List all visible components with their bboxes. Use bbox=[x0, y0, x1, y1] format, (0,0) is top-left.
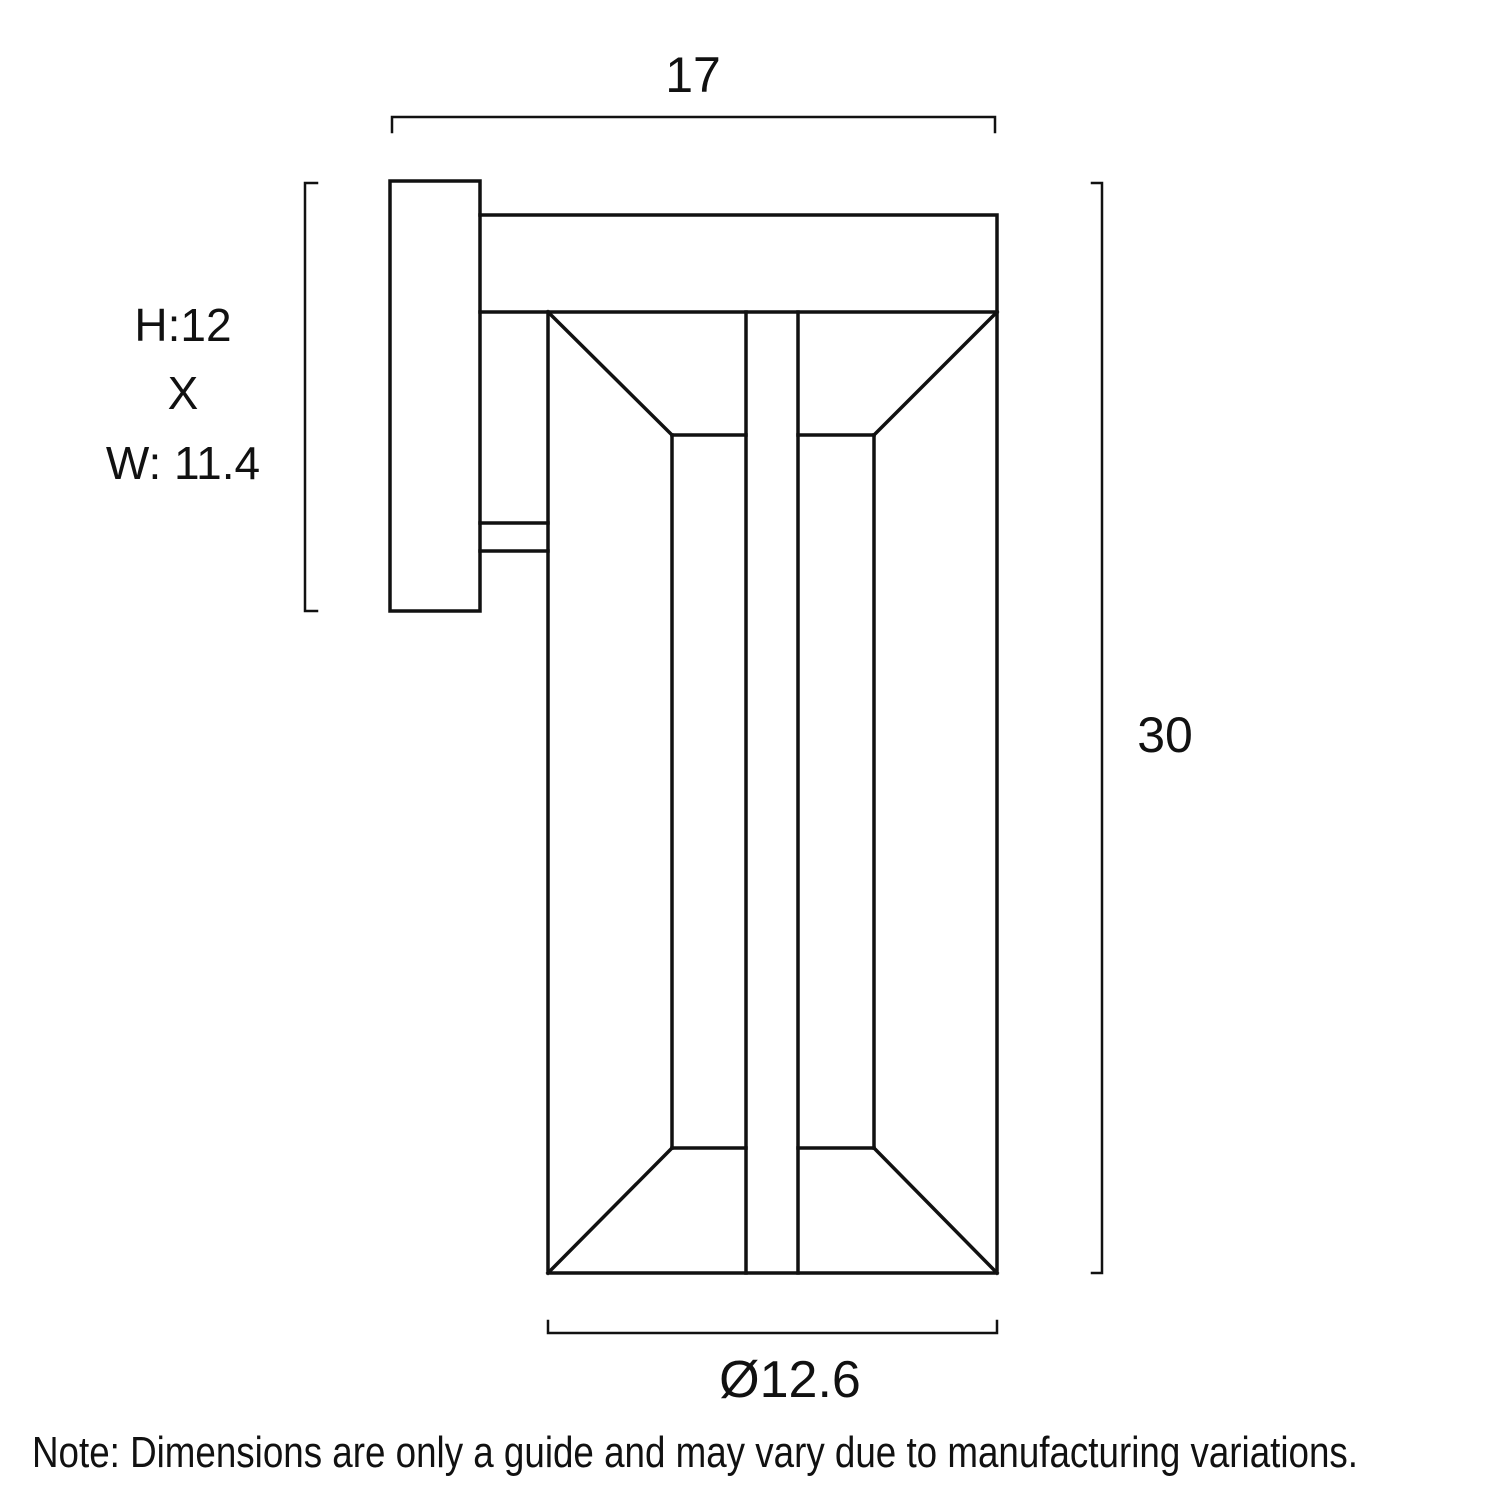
backplate-width-label: W: 11.4 bbox=[105, 437, 261, 489]
lower-connector-outline bbox=[480, 523, 548, 551]
dimension-line-bottom-diameter bbox=[548, 1321, 997, 1333]
glass-inner-horizontals bbox=[672, 435, 874, 1148]
dimensions-note-text: Note: Dimensions are only a guide and may vary due to manufacturing variations. bbox=[32, 1428, 1358, 1477]
fixture-outline-group bbox=[390, 181, 997, 1273]
wall-plate-outline bbox=[390, 181, 480, 611]
backplate-height-label: H:12 bbox=[134, 299, 232, 351]
lantern-center-bar bbox=[746, 312, 798, 1273]
top-width-label: 17 bbox=[665, 47, 721, 103]
glass-bevel-diagonals bbox=[548, 312, 997, 1273]
dimension-lines-group bbox=[305, 117, 1102, 1333]
dimension-bracket-right bbox=[1092, 183, 1102, 1273]
lantern-body-outline bbox=[548, 312, 997, 1273]
mounting-arm-outline bbox=[480, 215, 997, 312]
dimension-bracket-left bbox=[305, 183, 317, 611]
glass-inner-verticals bbox=[672, 435, 874, 1148]
dimension-line-top-width bbox=[392, 117, 995, 132]
overall-height-label: 30 bbox=[1137, 707, 1193, 763]
backplate-x-separator-label: X bbox=[167, 367, 199, 419]
diameter-label: Ø12.6 bbox=[719, 1351, 861, 1409]
